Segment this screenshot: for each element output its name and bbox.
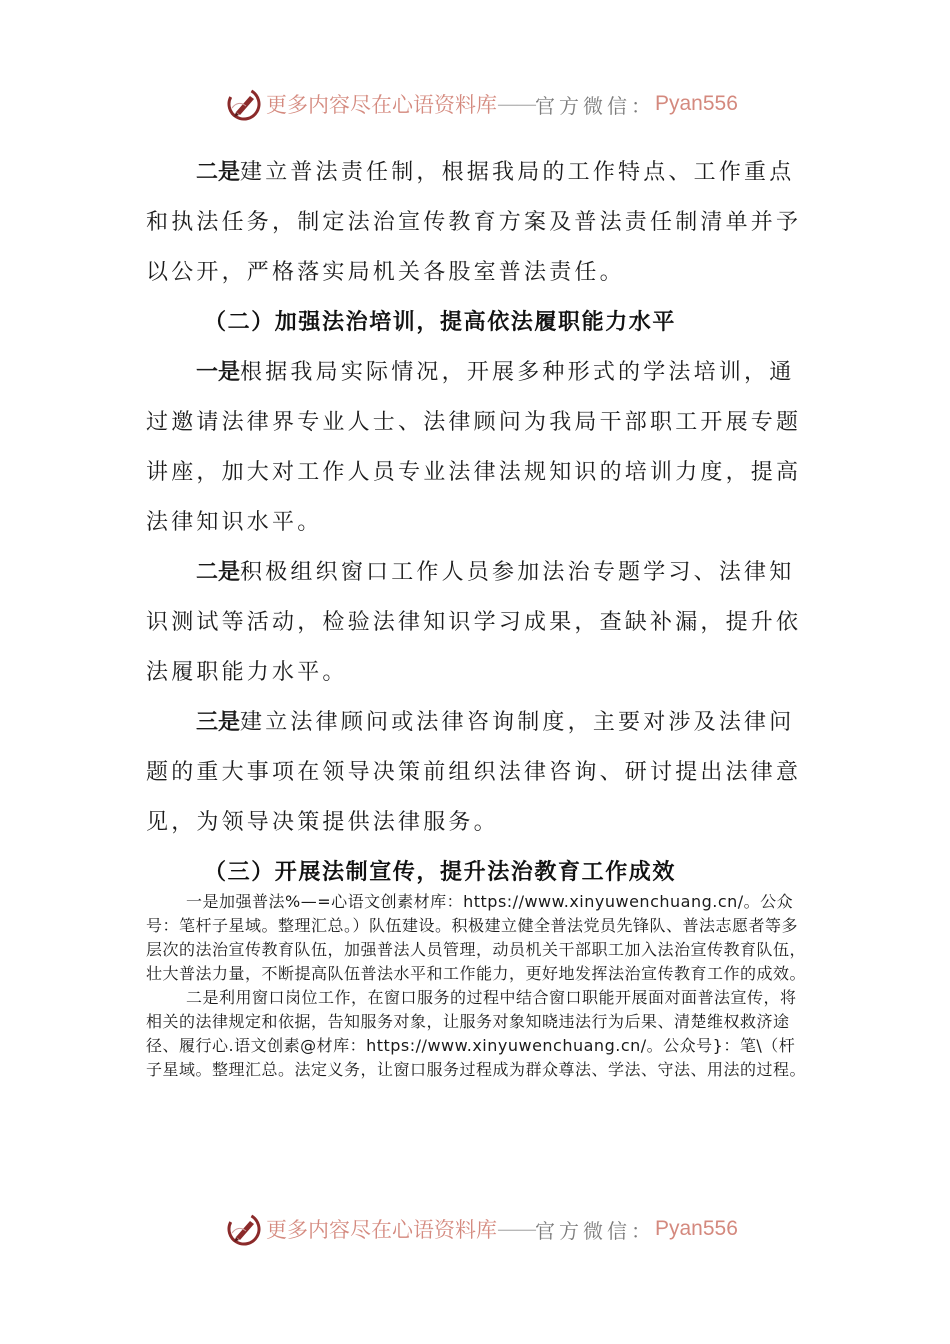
paragraph-window-staff-study (146, 548, 806, 698)
paragraph-legal-advisor (146, 698, 806, 848)
quill-pen-logo-icon (226, 86, 262, 122)
section-heading-publicity: （三）开展法制宣传，提升法治教育工作成效 (204, 860, 677, 885)
promo-text: 更多内容尽在心语资料库 (266, 1218, 497, 1242)
wechat-label: 官方微信： (535, 1218, 655, 1243)
paragraph-establish-responsibility (146, 148, 806, 298)
paragraph-text: 建立普法责任制，根据我局的工作特点、工作重点和执法任务，制定法治宣传教育方案及普法责任制清单并予以公开，严格落实局机关各股室普法责任。 (146, 160, 802, 285)
wechat-id: Pyan556 (655, 92, 738, 115)
small-text-block (146, 890, 806, 1082)
quill-pen-logo-icon (226, 1211, 262, 1247)
paragraph-lead: 一是 (196, 360, 241, 385)
paragraph-lead: 二是 (196, 160, 241, 185)
promo-banner-top (226, 84, 738, 124)
paragraph-team-building: 一是加强普法%—=心语文创素材库：https://www.xinyuwenchuang.cn/。公众号：笔杆子星域。整理汇总。）队伍建设。积极建立健全普法党员先锋队、普法志愿者等多层次的法治宣传教育队伍，加强普法人员管理，动员机关干部职工加入法治宣传教育队伍，壮大普法力量，不断提高队伍普法水平和工作能力，更好地发挥法治宣传教育工作的成效。 (146, 892, 807, 983)
wechat-id: Pyan556 (655, 1217, 738, 1240)
paragraph-training-forms (146, 348, 806, 548)
promo-text: 更多内容尽在心语资料库 (266, 93, 497, 117)
separator-dash: —— (497, 92, 535, 116)
paragraph-lead: 二是 (196, 560, 241, 585)
paragraph-window-publicity: 二是利用窗口岗位工作，在窗口服务的过程中结合窗口职能开展面对面普法宣传，将相关的法律规定和依据，告知服务对象，让服务对象知晓违法行为后果、清楚维权救济途径、履行心.语文创素@材库：https://www.xinyuwenchuang.cn/。公众号}：笔\（杆子星域。整理汇总。法定义务，让窗口服务过程成为群众尊法、学法、守法、用法的过程。 (146, 988, 807, 1079)
paragraph-text: 根据我局实际情况，开展多种形式的学法培训，通过邀请法律界专业人士、法律顾问为我局干部职工开展专题讲座，加大对工作人员专业法律法规知识的培训力度，提高法律知识水平。 (146, 360, 802, 535)
wechat-label: 官方微信： (535, 93, 655, 118)
promo-banner-bottom (226, 1209, 738, 1249)
separator-dash: —— (497, 1217, 535, 1241)
paragraph-lead: 三是 (196, 710, 241, 735)
document-body (146, 148, 806, 1082)
paragraph-text: 积极组织窗口工作人员参加法治专题学习、法律知识测试等活动，检验法律知识学习成果，查缺补漏，提升依法履职能力水平。 (146, 560, 802, 685)
paragraph-text: 建立法律顾问或法律咨询制度，主要对涉及法律问题的重大事项在领导决策前组织法律咨询、研讨提出法律意见，为领导决策提供法律服务。 (146, 710, 802, 835)
section-heading-training: （二）加强法治培训，提高依法履职能力水平 (204, 310, 677, 335)
